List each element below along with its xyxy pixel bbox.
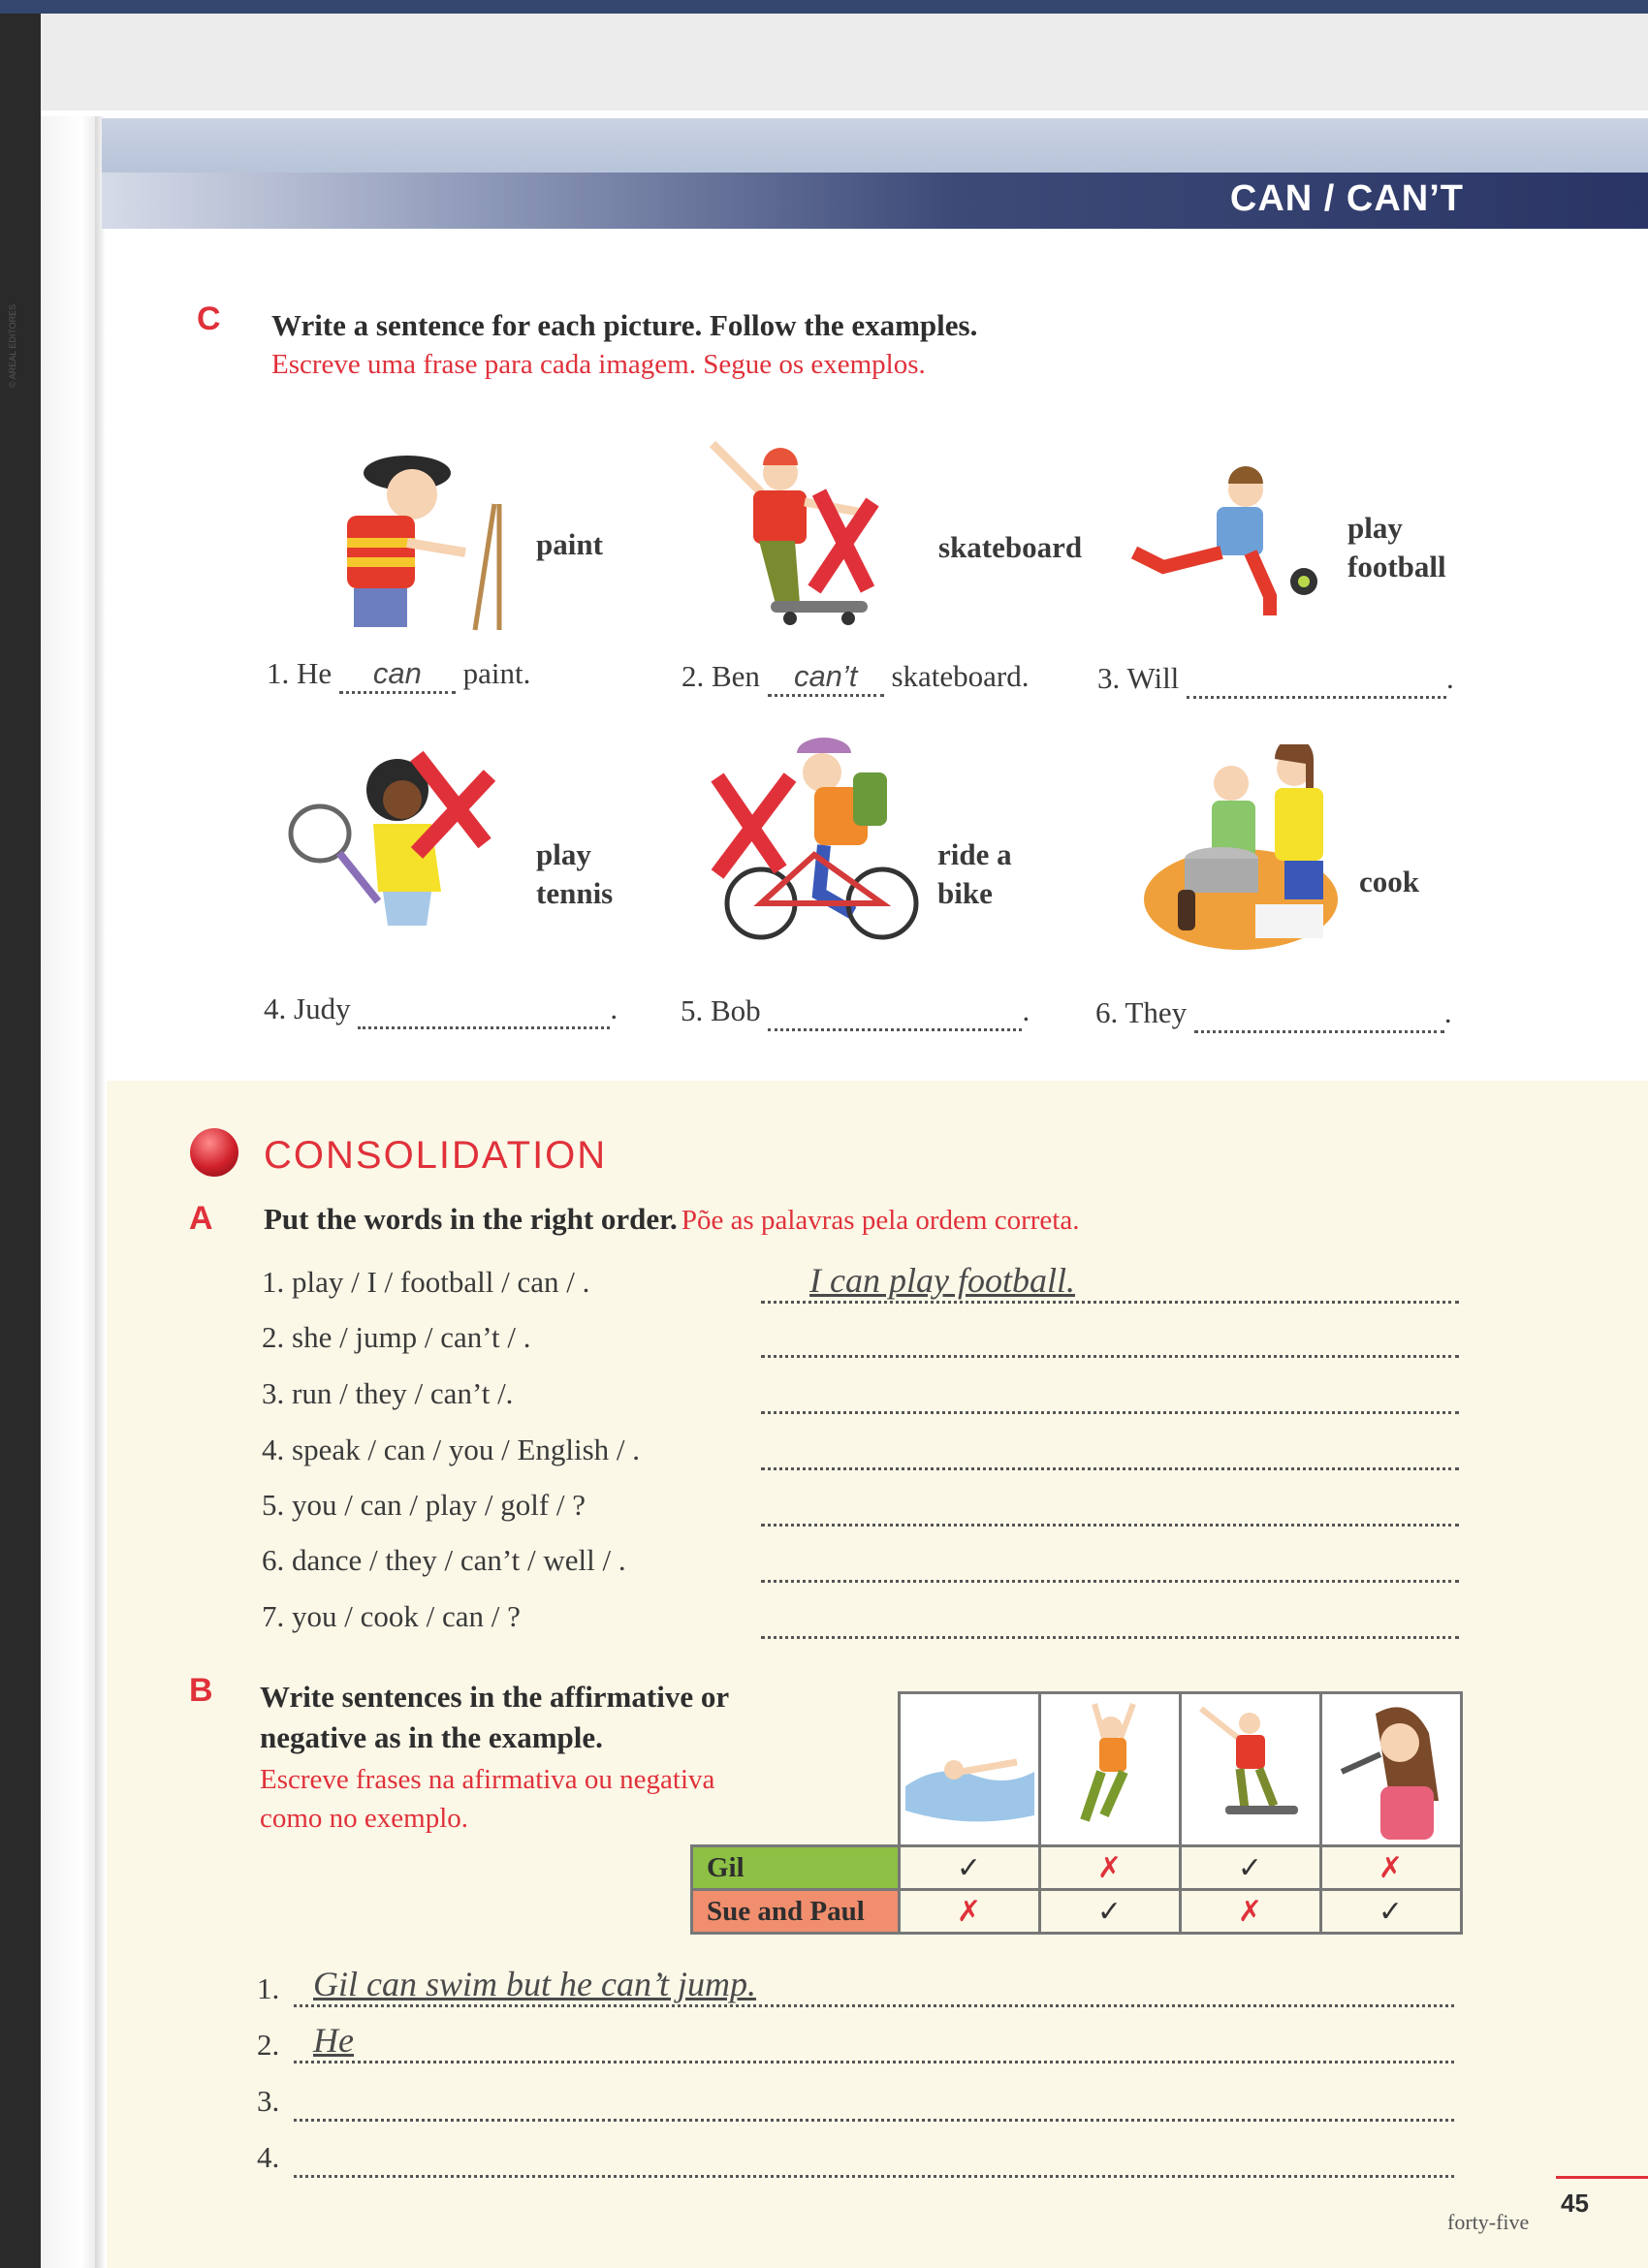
sentence-3-blank[interactable]	[1187, 661, 1446, 699]
order-answer-line-6[interactable]	[761, 1541, 1459, 1583]
skateboarder-icon	[1182, 1694, 1319, 1840]
label-line-2: bike	[937, 876, 993, 910]
ability-table	[690, 1691, 1463, 1935]
sentence-6-suffix: .	[1443, 995, 1452, 1029]
sentence-2-suffix: skateboard.	[891, 659, 1030, 693]
people-cooking-illustration	[1139, 744, 1362, 962]
picture-label-skateboard: skateboard	[938, 530, 1083, 564]
exercise-b-instruction-pt	[260, 1760, 714, 1838]
picture-label-paint: paint	[536, 527, 603, 561]
sentence-5-prefix: 5. Bob	[681, 993, 761, 1027]
jump-picture	[1039, 1693, 1180, 1846]
order-answer-line-7[interactable]	[761, 1597, 1459, 1639]
exercise-c-instruction-pt: Escreve uma frase para cada imagem. Segue os exemplos.	[271, 349, 926, 380]
side-copyright-top: © AREAL EDITORES	[8, 303, 17, 388]
exercise-b-instruction-line-2: negative as in the example.	[260, 1720, 603, 1754]
b-answer-line-4[interactable]	[294, 2132, 1454, 2178]
label-line-2: tennis	[536, 876, 614, 910]
sentence-6-prefix: 6. They	[1095, 995, 1188, 1029]
table-empty-corner	[692, 1693, 900, 1846]
exercise-a-instruction-pt: Põe as palavras pela ordem correta.	[681, 1205, 1080, 1236]
exercise-a-letter: A	[189, 1200, 213, 1237]
order-item-2: 2. she / jump / can’t / .	[262, 1320, 531, 1354]
label-line-1: play	[1347, 511, 1403, 545]
order-item-4: 4. speak / can / you / English / .	[262, 1433, 641, 1466]
sentence-6	[1095, 995, 1452, 1033]
sentence-1-suffix: paint.	[462, 656, 531, 690]
b-answer-line-3[interactable]	[294, 2076, 1454, 2122]
b-answer-num-2: 2.	[257, 2028, 280, 2062]
order-answer-line-3[interactable]	[761, 1372, 1459, 1414]
mark-sue-paul-sing: ✓	[1320, 1890, 1461, 1934]
page-number-word: forty-five	[1447, 2210, 1530, 2234]
order-item-5: 5. you / can / play / golf / ?	[262, 1488, 586, 1522]
label-line-2: football	[1347, 550, 1446, 583]
b-answer-1: Gil can swim but he can’t jump.	[313, 1965, 756, 2003]
b-answer-num-1: 1.	[257, 1971, 280, 2005]
exercise-c-instruction: Write a sentence for each picture. Follow the examples.	[271, 308, 978, 342]
exercise-b-instruction-line-1: Write sentences in the affirmative or	[260, 1680, 730, 1714]
sentence-3-suffix: .	[1446, 661, 1454, 695]
order-item-6: 6. dance / they / can’t / well / .	[262, 1543, 626, 1577]
order-answer-line-5[interactable]	[761, 1485, 1459, 1527]
sentence-6-blank[interactable]	[1194, 995, 1444, 1033]
order-answer-line-4[interactable]	[761, 1429, 1459, 1470]
sentence-2-answer: can’t	[793, 659, 858, 693]
sentence-4-suffix: .	[610, 992, 618, 1025]
exercise-b-letter: B	[189, 1672, 213, 1709]
sentence-4-blank[interactable]	[358, 992, 610, 1029]
singer-icon	[1322, 1694, 1460, 1840]
sentence-1-answer: can	[372, 656, 422, 690]
boy-playing-football-illustration	[1125, 460, 1318, 630]
sentence-3-prefix: 3. Will	[1097, 661, 1180, 695]
consolidation-title: CONSOLIDATION	[264, 1134, 608, 1177]
exercise-b-instruction-pt-line-1: Escreve frases na afirmativa ou negativa	[260, 1764, 715, 1795]
b-answer-2: He	[313, 2021, 354, 2060]
exercise-b-instruction	[260, 1677, 729, 1758]
b-answer-num-4: 4.	[257, 2140, 280, 2174]
table-image-row	[692, 1693, 1462, 1846]
previous-page-edge	[39, 14, 1648, 110]
sentence-2	[681, 659, 1029, 697]
sentence-4-prefix: 4. Judy	[264, 992, 351, 1025]
sentence-3	[1097, 661, 1454, 699]
label-line-1: play	[536, 837, 591, 871]
boy-skateboarding-illustration	[703, 434, 897, 633]
sentence-5	[681, 993, 1030, 1031]
order-item-3: 3. run / they / can’t /.	[262, 1376, 514, 1410]
mark-gil-skateboard: ✓	[1180, 1846, 1320, 1890]
boy-riding-bike-illustration	[708, 729, 921, 942]
table-row-sue-and-paul	[692, 1890, 1462, 1934]
table-row-gil	[692, 1846, 1462, 1890]
mark-gil-sing: ✗	[1320, 1846, 1461, 1890]
exercise-a-instruction-row	[264, 1202, 1079, 1237]
exercise-c-letter: C	[197, 300, 221, 337]
order-answer-line-2[interactable]	[761, 1316, 1459, 1358]
picture-label-play-tennis	[536, 835, 613, 913]
sentence-5-blank[interactable]	[768, 993, 1022, 1031]
order-answer-1: I can play football.	[809, 1261, 1075, 1300]
consolidation-bullet-icon	[190, 1128, 238, 1177]
b-answer-line-2[interactable]	[294, 2018, 1454, 2063]
mark-sue-paul-skateboard: ✗	[1180, 1890, 1320, 1934]
sentence-2-prefix: 2. Ben	[681, 659, 760, 693]
row-name-sue-and-paul: Sue and Paul	[692, 1890, 900, 1934]
mark-gil-swim: ✓	[899, 1846, 1039, 1890]
mark-sue-paul-swim: ✗	[899, 1890, 1039, 1934]
sentence-4	[264, 992, 618, 1029]
sing-picture	[1320, 1693, 1461, 1846]
sentence-2-blank[interactable]	[768, 659, 884, 697]
picture-label-ride-a-bike	[937, 835, 1012, 913]
sentence-1	[267, 656, 530, 694]
row-name-gil: Gil	[692, 1846, 900, 1890]
picture-label-cook: cook	[1359, 865, 1419, 898]
page-header-title: CAN / CAN’T	[1229, 178, 1464, 219]
footer-red-rule	[1556, 2176, 1648, 2179]
swim-picture	[899, 1693, 1039, 1846]
swimmer-icon	[901, 1694, 1038, 1840]
sentence-1-blank[interactable]	[339, 656, 456, 694]
order-item-1: 1. play / I / football / can / .	[262, 1265, 590, 1299]
mark-sue-paul-jump: ✓	[1039, 1890, 1180, 1934]
girl-playing-tennis-illustration	[271, 746, 523, 940]
boy-painting-illustration	[330, 446, 514, 635]
order-item-7: 7. you / cook / can / ?	[262, 1599, 521, 1633]
sentence-5-suffix: .	[1022, 993, 1030, 1027]
mark-gil-jump: ✗	[1039, 1846, 1180, 1890]
book-gutter	[41, 116, 99, 2268]
label-line-1: ride a	[937, 837, 1012, 871]
exercise-a-instruction: Put the words in the right order.	[264, 1202, 678, 1236]
b-answer-num-3: 3.	[257, 2084, 280, 2118]
skateboard-picture	[1180, 1693, 1320, 1846]
sentence-1-prefix: 1. He	[267, 656, 333, 690]
header-band	[102, 118, 1648, 174]
fold-shadow	[95, 116, 105, 2268]
picture-label-play-football	[1347, 509, 1446, 586]
scan-top-edge	[0, 0, 1648, 14]
b-answer-line-1[interactable]	[294, 1962, 1454, 2007]
order-answer-line-1[interactable]	[761, 1260, 1459, 1304]
exercise-b-instruction-pt-line-2: como no exemplo.	[260, 1803, 469, 1834]
page-number: 45	[1561, 2189, 1589, 2218]
jumper-icon	[1041, 1694, 1179, 1840]
scan-left-edge	[0, 14, 41, 2268]
